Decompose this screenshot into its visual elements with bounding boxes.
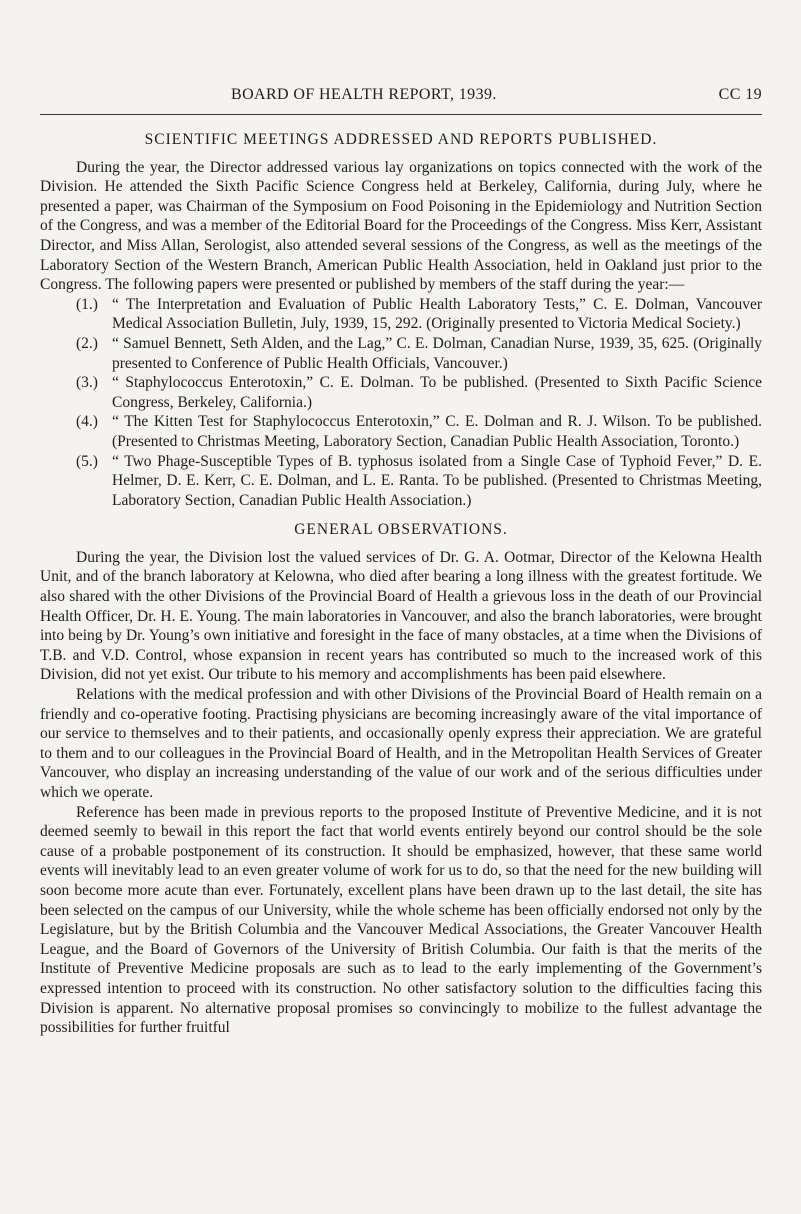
- body-text: [40, 130, 762, 1038]
- section-heading-scientific-meetings: SCIENTIFIC MEETINGS ADDRESSED AND REPORTS PUBLISHED.: [144, 131, 658, 148]
- list-item: [40, 373, 762, 412]
- header-rule: [40, 114, 762, 115]
- list-item-text: “ Samuel Bennett, Seth Alden, and the Lag,” C. E. Dolman, Canadian Nurse, 1939, 35, 625. (Originally presented to Conference of Public Health Officials, Vancouver.): [112, 334, 762, 372]
- list-item: [40, 334, 762, 373]
- list-item-number: (5.): [76, 452, 98, 470]
- list-item-text: “ The Kitten Test for Staphylococcus Enterotoxin,” C. E. Dolman and R. J. Wilson. To be published. (Presented to Christmas Meeting, Laboratory Section, Canadian Public Health Association, Toronto.): [112, 413, 762, 450]
- list-item-text: “ Staphylococcus Enterotoxin,” C. E. Dolman. To be published. (Presented to Sixth Pacific Science Congress, Berkeley, California.): [112, 374, 762, 411]
- paragraph-intro: During the year, the Director addressed various lay organizations on topics connected with the work of the Division. He attended the Sixth Pacific Science Congress held at Berkeley, California, during July, where he presented a paper, was Chairman of the Symposium on Food Poisoning in the Epidemiology and Nutrition Section of the Congress, and was a member of the Editorial Board for the Proceedings of the Congress. Miss Kerr, Assistant Director, and Miss Allan, Serologist, also attended several sessions of the Congress, as well as the meetings of the Laboratory Section of the Western Branch, American Public Health Association, held in Oakland just prior to the Congress. The following papers were presented or published by members of the staff during the year:—: [40, 158, 762, 294]
- paragraph-observations-1: During the year, the Division lost the valued services of Dr. G. A. Ootmar, Director of the Kelowna Health Unit, and of the branch laboratory at Kelowna, who died after bearing a long illness with the greatest fortitude. We also shared with the other Divisions of the Provincial Board of Health a grievous loss in the death of our Provincial Health Officer, Dr. H. E. Young. The main laboratories in Vancouver, and also the branch laboratories, were brought into being by Dr. Young’s own initiative and foresight in the face of many obstacles, at a time when the Divisions of T.B. and V.D. Control, whose expansion in recent years has contributed so much to the increased work of this Division, did not yet exist. Our tribute to his memory and accomplishments has been paid elsewhere.: [40, 548, 762, 684]
- list-item-number: (1.): [76, 295, 98, 313]
- page-number: CC 19: [718, 86, 762, 103]
- list-item-text: “ The Interpretation and Evaluation of Public Health Laboratory Tests,” C. E. Dolman, Vancouver Medical Association Bulletin, July, 1939, 15, 292. (Originally presented to Victoria Medical Society.): [112, 295, 762, 333]
- list-item: [40, 295, 762, 334]
- list-item-number: (4.): [76, 413, 98, 431]
- papers-list: [40, 295, 762, 511]
- list-item: [40, 412, 762, 451]
- section-heading-general-observations: GENERAL OBSERVATIONS.: [294, 521, 508, 539]
- paragraph-observations-2: Relations with the medical profession and with other Divisions of the Provincial Board of Health remain on a friendly and co-operative footing. Practising physicians are becoming increasingly aware of the vital importance of our service to themselves and to their patients, and occasionally openly express their appreciation. We are grateful to them and to our colleagues in the Provincial Board of Health, and in the Metropolitan Health Services of Greater Vancouver, who display an increasing understanding of the value of our work and of the serious difficulties under which we operate.: [40, 686, 762, 801]
- list-item-number: (2.): [76, 334, 98, 352]
- paragraph-observations-3: Reference has been made in previous reports to the proposed Institute of Preventive Medicine, and it is not deemed seemly to bewail in this report the fact that world events entirely beyond our control should be the sole cause of a probable postponement of its construction. It should be emphasized, however, that these same world events will inevitably lead to an even greater volume of work for us to do, so that the need for the new building will soon become more acute than ever. Fortunately, excellent plans have been drawn up to the last detail, the site has been selected on the campus of our University, while the whole scheme has been officially endorsed not only by the Legislature, but by the British Columbia and the Vancouver Medical Associations, the Greater Vancouver Health League, and the Board of Governors of the University of British Columbia. Our faith is that the merits of the Institute of Preventive Medicine proposals are such as to lead to the early implementing of the Government’s expressed intention to proceed with its construction. No other satisfactory solution to the difficulties facing this Division is apparent. No alternative proposal promises so convincingly to mobilize to the fullest advantage the possibilities for further fruitful: [40, 803, 762, 1037]
- list-item-text: “ Two Phage-Susceptible Types of B. typhosus isolated from a Single Case of Typhoid Fever,” D. E. Helmer, D. E. Kerr, C. E. Dolman, and L. E. Ranta. To be published. (Presented to Christmas Meeting, Laboratory Section, Canadian Public Health Association.): [112, 452, 762, 509]
- list-item: [40, 452, 762, 511]
- list-item-number: (3.): [76, 374, 98, 392]
- report-title: BOARD OF HEALTH REPORT, 1939.: [231, 86, 497, 103]
- running-header: [40, 86, 762, 110]
